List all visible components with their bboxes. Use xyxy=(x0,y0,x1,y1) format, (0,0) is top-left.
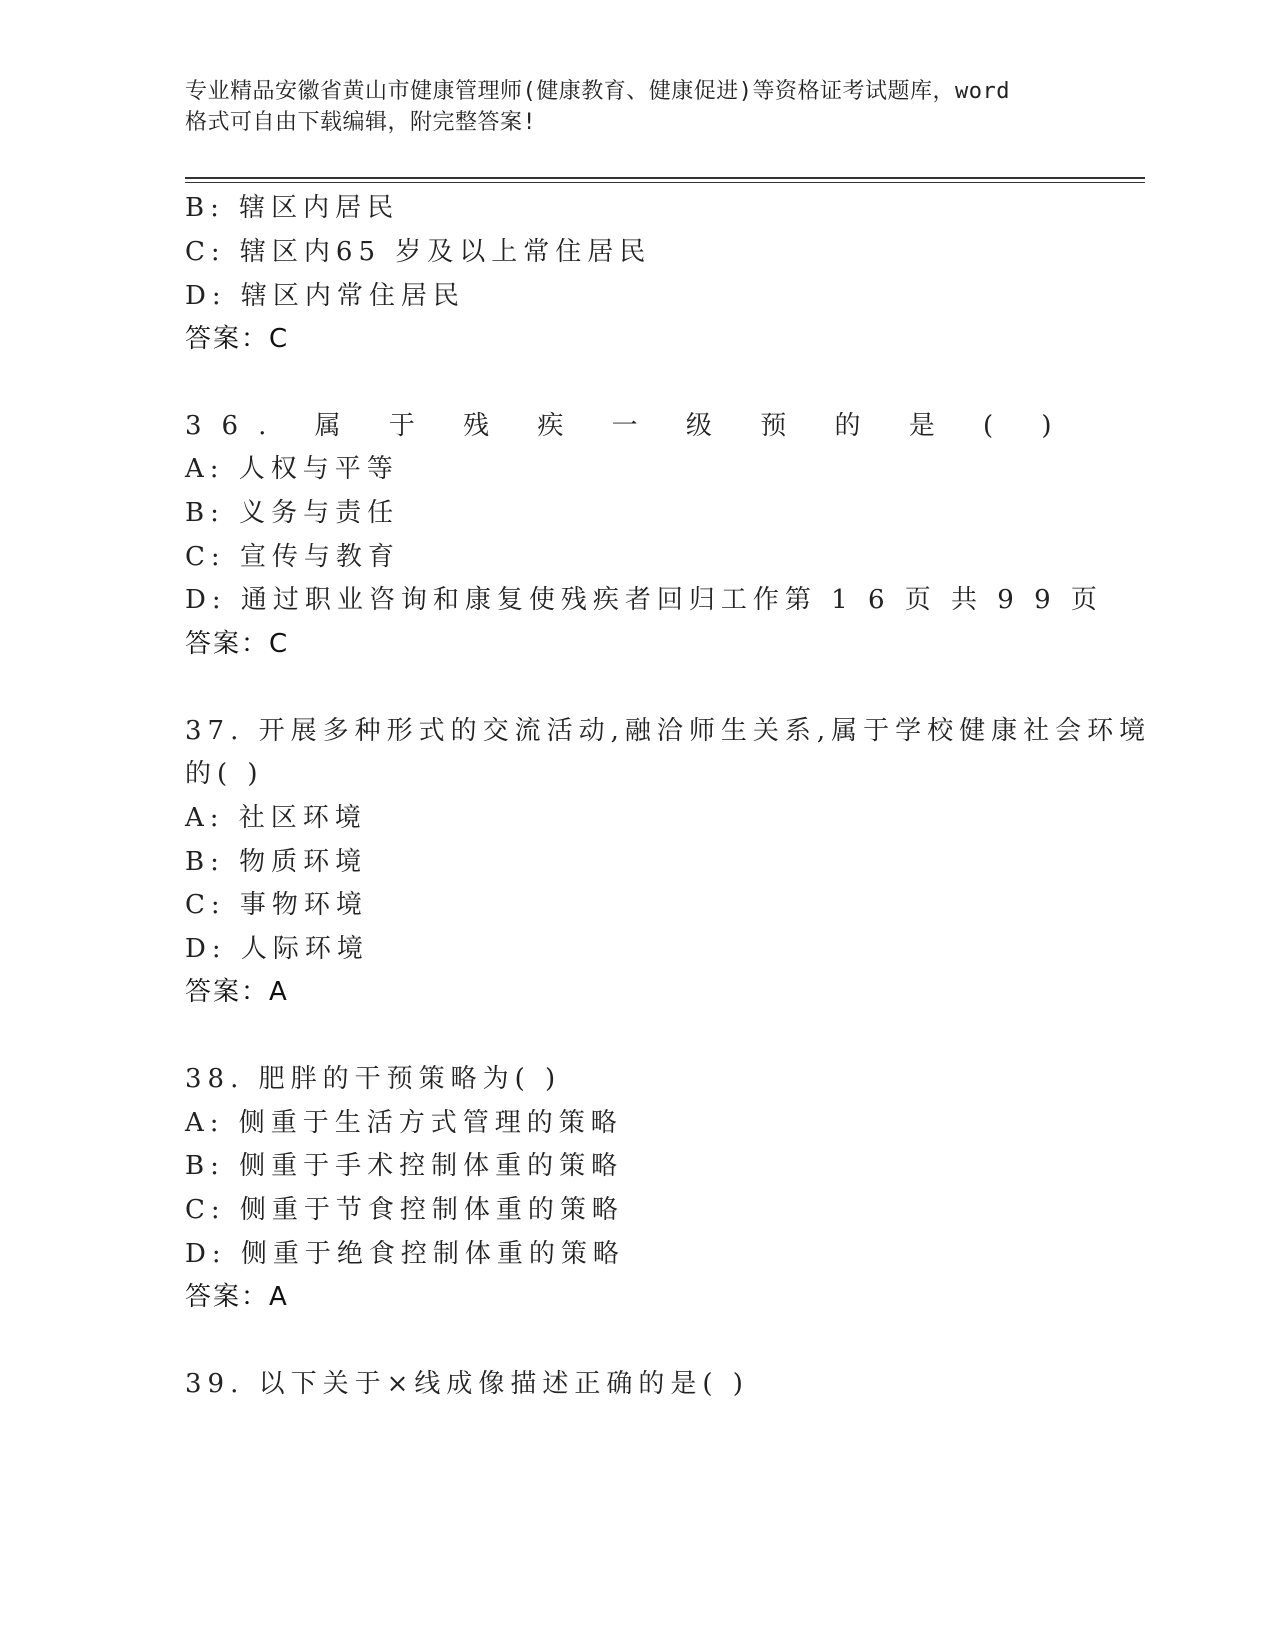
q36-option-d: D: 通过职业咨询和康复使残疾者回归工作第 1 6 页 共 9 9 页 xyxy=(185,585,1103,615)
q38-option-a: A: 侧重于生活方式管理的策略 xyxy=(185,1108,623,1138)
q36-answer: 答案：C xyxy=(185,629,290,659)
q38-option-d: D: 侧重于绝食控制体重的策略 xyxy=(185,1239,625,1269)
q37-question-line-1: 37. 开展多种形式的交流活动,融洽师生关系,属于学校健康社会环境 xyxy=(185,716,1152,746)
q36-option-a: A: 人权与平等 xyxy=(185,454,399,484)
q39-question: 39. 以下关于×线成像描述正确的是( ) xyxy=(185,1369,749,1399)
q36-question: 36. 属 于 残 疾 一 级 预 的 是 ( ) xyxy=(185,411,1072,441)
q35-option-b: B: 辖区内居民 xyxy=(185,193,400,223)
q36-option-b: B: 义务与责任 xyxy=(185,498,400,528)
q38-question: 38. 肥胖的干预策略为( ) xyxy=(185,1064,562,1094)
q35-option-d: D: 辖区内常住居民 xyxy=(185,281,465,311)
q38-answer: 答案：A xyxy=(185,1282,289,1312)
header-title-line-1: 专业精品安徽省黄山市健康管理师(健康教育、健康促进)等资格证考试题库，word xyxy=(185,79,1010,104)
q37-question-line-2: 的( ) xyxy=(185,759,264,789)
document-header xyxy=(185,76,1115,138)
q38-option-b: B: 侧重于手术控制体重的策略 xyxy=(185,1151,624,1181)
q37-option-d: D: 人际环境 xyxy=(185,934,369,964)
q36-option-c: C: 宣传与教育 xyxy=(185,542,400,572)
q37-option-c: C: 事物环境 xyxy=(185,890,368,920)
q35-option-c: C: 辖区内65 岁及以上常住居民 xyxy=(185,237,652,267)
q35-answer: 答案：C xyxy=(185,324,290,354)
q38-option-c: C: 侧重于节食控制体重的策略 xyxy=(185,1195,624,1225)
q37-answer: 答案：A xyxy=(185,977,289,1007)
header-title-line-2: 格式可自由下载编辑，附完整答案! xyxy=(185,110,537,135)
header-divider-thin xyxy=(185,182,1145,183)
q37-option-b: B: 物质环境 xyxy=(185,847,368,877)
header-divider-thick xyxy=(185,177,1145,179)
q37-option-a: A: 社区环境 xyxy=(185,803,367,833)
